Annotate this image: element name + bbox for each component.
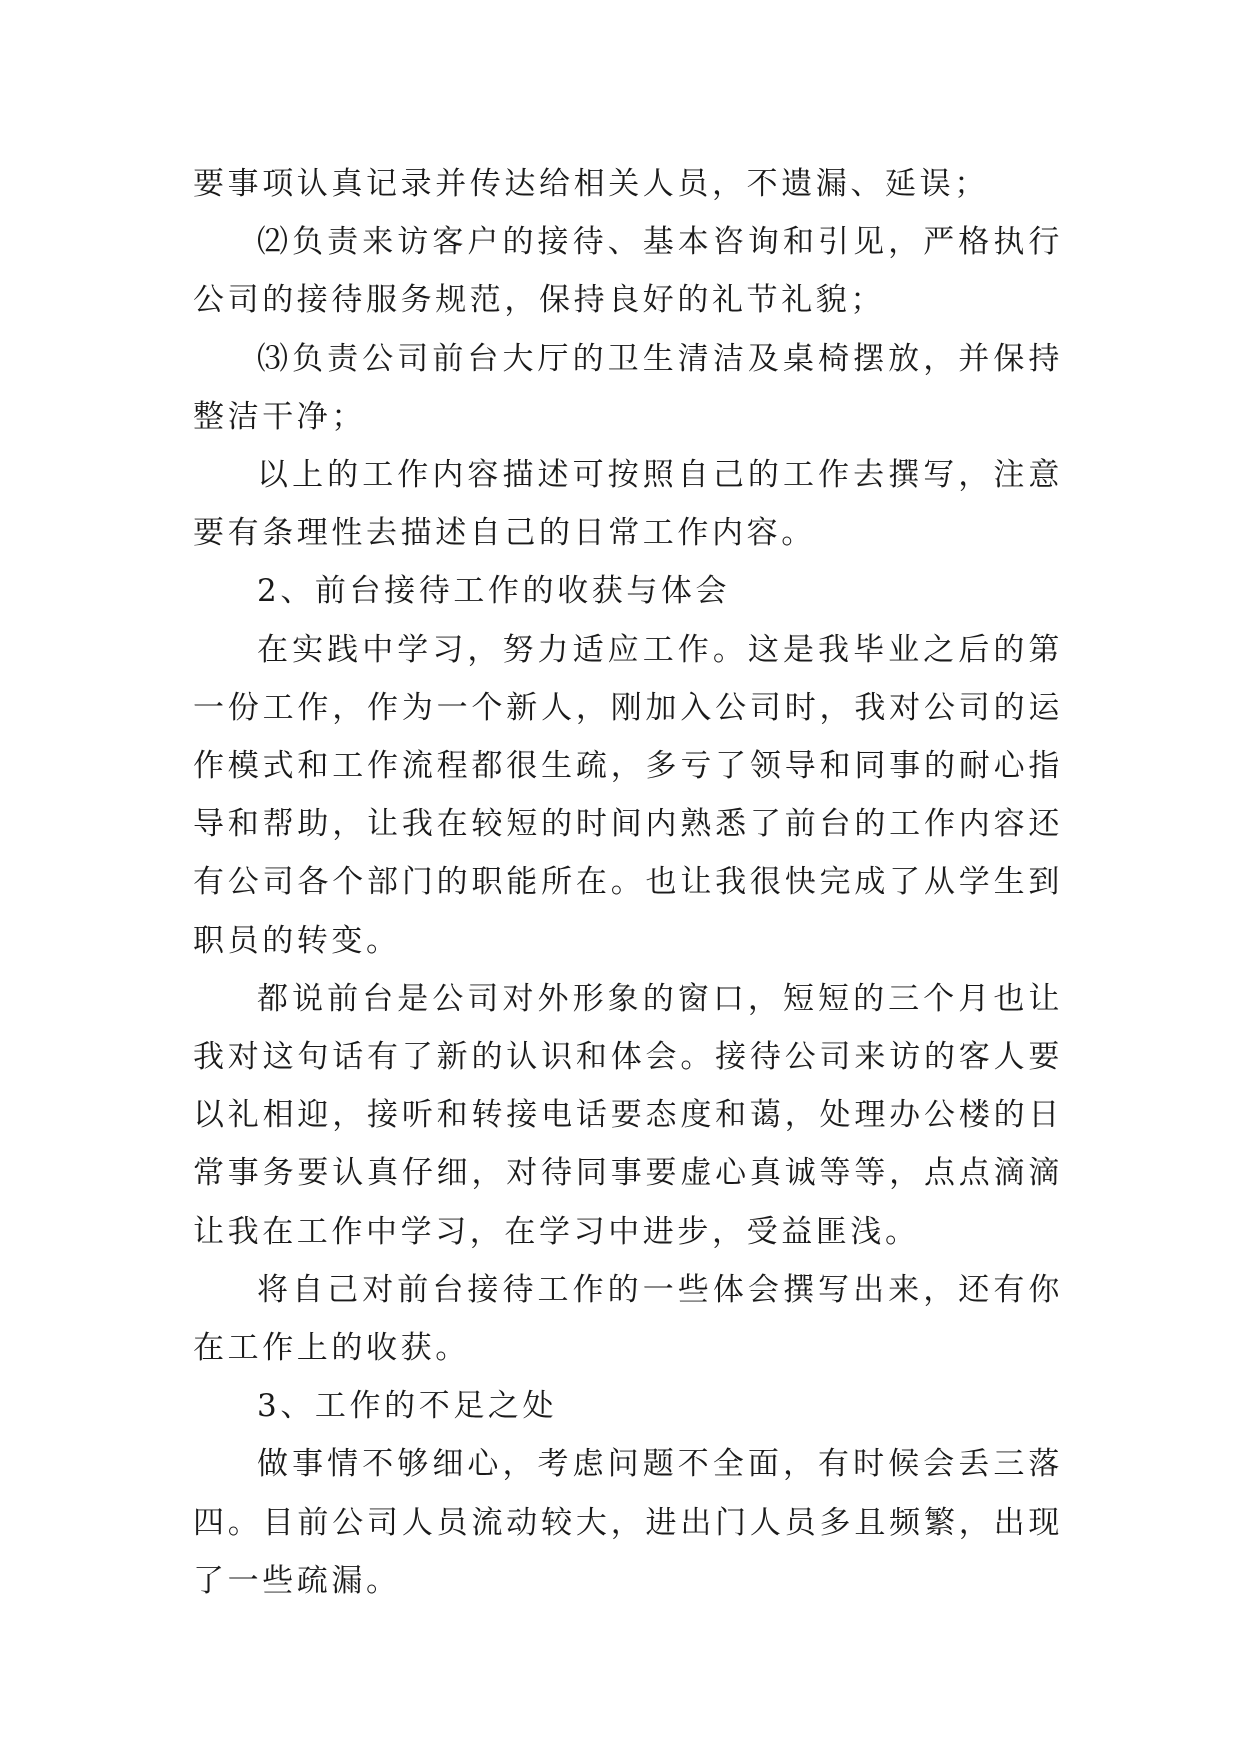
paragraph-shortcomings: 做事情不够细心，考虑问题不全面，有时候会丢三落四。目前公司人员流动较大，进出门人员多且频繁，出现了一些疏漏。 — [193, 1446, 1063, 1599]
section-heading-2: 2、前台接待工作的收获与体会 — [257, 573, 731, 610]
document-body — [193, 155, 1063, 1610]
paragraph-continuation: 要事项认真记录并传达给相关人员，不遗漏、延误； — [193, 166, 989, 202]
paragraph-writing-note-1: 以上的工作内容描述可按照自己的工作去撰写，注意要有条理性去描述自己的日常工作内容。 — [193, 457, 1063, 552]
paragraph-duty-3: ⑶负责公司前台大厅的卫生清洁及桌椅摆放，并保持整洁干净； — [193, 340, 1063, 435]
section-heading-3: 3、工作的不足之处 — [257, 1388, 558, 1425]
paragraph-front-desk-image: 都说前台是公司对外形象的窗口，短短的三个月也让我对这句话有了新的认识和体会。接待公司来访的客人要以礼相迎，接听和转接电话要态度和蔼，处理办公楼的日常事务要认真仔细，对待同事要虚心真诚等等，点点滴滴让我在工作中学习，在学习中进步，受益匪浅。 — [193, 980, 1063, 1250]
paragraph-duty-2: ⑵负责来访客户的接待、基本咨询和引见，严格执行公司的接待服务规范，保持良好的礼节礼貌； — [193, 224, 1063, 319]
paragraph-writing-note-2: 将自己对前台接待工作的一些体会撰写出来，还有你在工作上的收获。 — [193, 1271, 1063, 1367]
paragraph-learning: 在实践中学习，努力适应工作。这是我毕业之后的第一份工作，作为一个新人，刚加入公司时，我对公司的运作模式和工作流程都很生疏，多亏了领导和同事的耐心指导和帮助，让我在较短的时间内熟悉了前台的工作内容还有公司各个部门的职能所在。也让我很快完成了从学生到职员的转变。 — [193, 631, 1063, 959]
